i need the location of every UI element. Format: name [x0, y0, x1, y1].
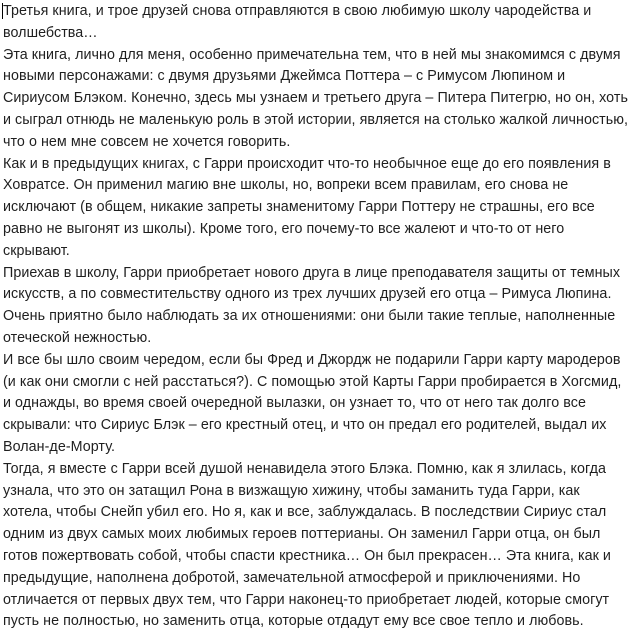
paragraph-2: Эта книга, лично для меня, особенно примечательна тем, что в ней мы знакомимся с двумя новыми персонажами: с двумя друзьями Джеймса Поттера – с Римусом Люпином и Сириусом Блэком. Конечно, здесь мы узнаем и третьего друга – Питера Питегрю, но он, хоть и сыграл отнюдь не маленькую роль в этой истории, является на столько жалкой личностью, что о нем мне совсем не хочется говорить. — [3, 46, 629, 150]
paragraph-4: Приехав в школу, Гарри приобретает нового друга в лице преподавателя защиты от темных искусств, а по совместительству одного из трех лучших друзей его отца – Римуса Люпина. Очень приятно было наблюдать за их отношениями: они были такие теплые, наполненные отеческой нежностью. — [3, 264, 621, 346]
paragraph-1: Третья книга, и трое друзей снова отправляются в свою любимую школу чародейства и волшебства… — [3, 3, 592, 41]
document-body[interactable] — [3, 1, 631, 633]
paragraph-3: Как и в предыдущих книгах, с Гарри происходит что-то необычное еще до его появления в Ховратсе. Он применил магию вне школы, но, вопреки всем правилам, его снова не исключают (в общем, никакие запреты знаменитому Гарри Поттеру не страшны, его все равно не выгонят из школы). Кроме того, его почему-то все жалеют и что-то от него скрывают. — [3, 155, 611, 259]
paragraph-5: И все бы шло своим чередом, если бы Фред и Джордж не подарили Гарри карту мародеров (и как они смогли с ней расстаться?). С помощью этой Карты Гарри пробирается в Хогсмид, и однажды, во время своей очередной вылазки, он узнает то, что от него так долго все скрывали: что Сириус Блэк – его крестный отец, и что он предал его родителей, выдал их Волан-де-Морту. — [3, 351, 622, 455]
paragraph-6: Тогда, я вместе с Гарри всей душой ненавидела этого Блэка. Помню, как я злилась, когда узнала, что это он затащил Рона в визжащую хижину, чтобы заманить туда Гарри, как хотела, чтобы Снейп убил его. Но я, как и все, заблуждалась. В последствии Сириус стал одним из двух самых моих любимых героев поттерианы. Он заменил Гарри отца, он был готов пожертвовать собой, чтобы спасти крестника… Он был прекрасен… Эта книга, как и предыдущие, наполнена добротой, замечательной атмосферой и приключениями. Но отличается от первых двух тем, что Гарри наконец-то приобретает людей, которые смогут пусть не полностью, но заменить отца, которые отдадут ему все свое тепло и любовь. — [3, 460, 611, 630]
text-cursor — [2, 3, 3, 19]
